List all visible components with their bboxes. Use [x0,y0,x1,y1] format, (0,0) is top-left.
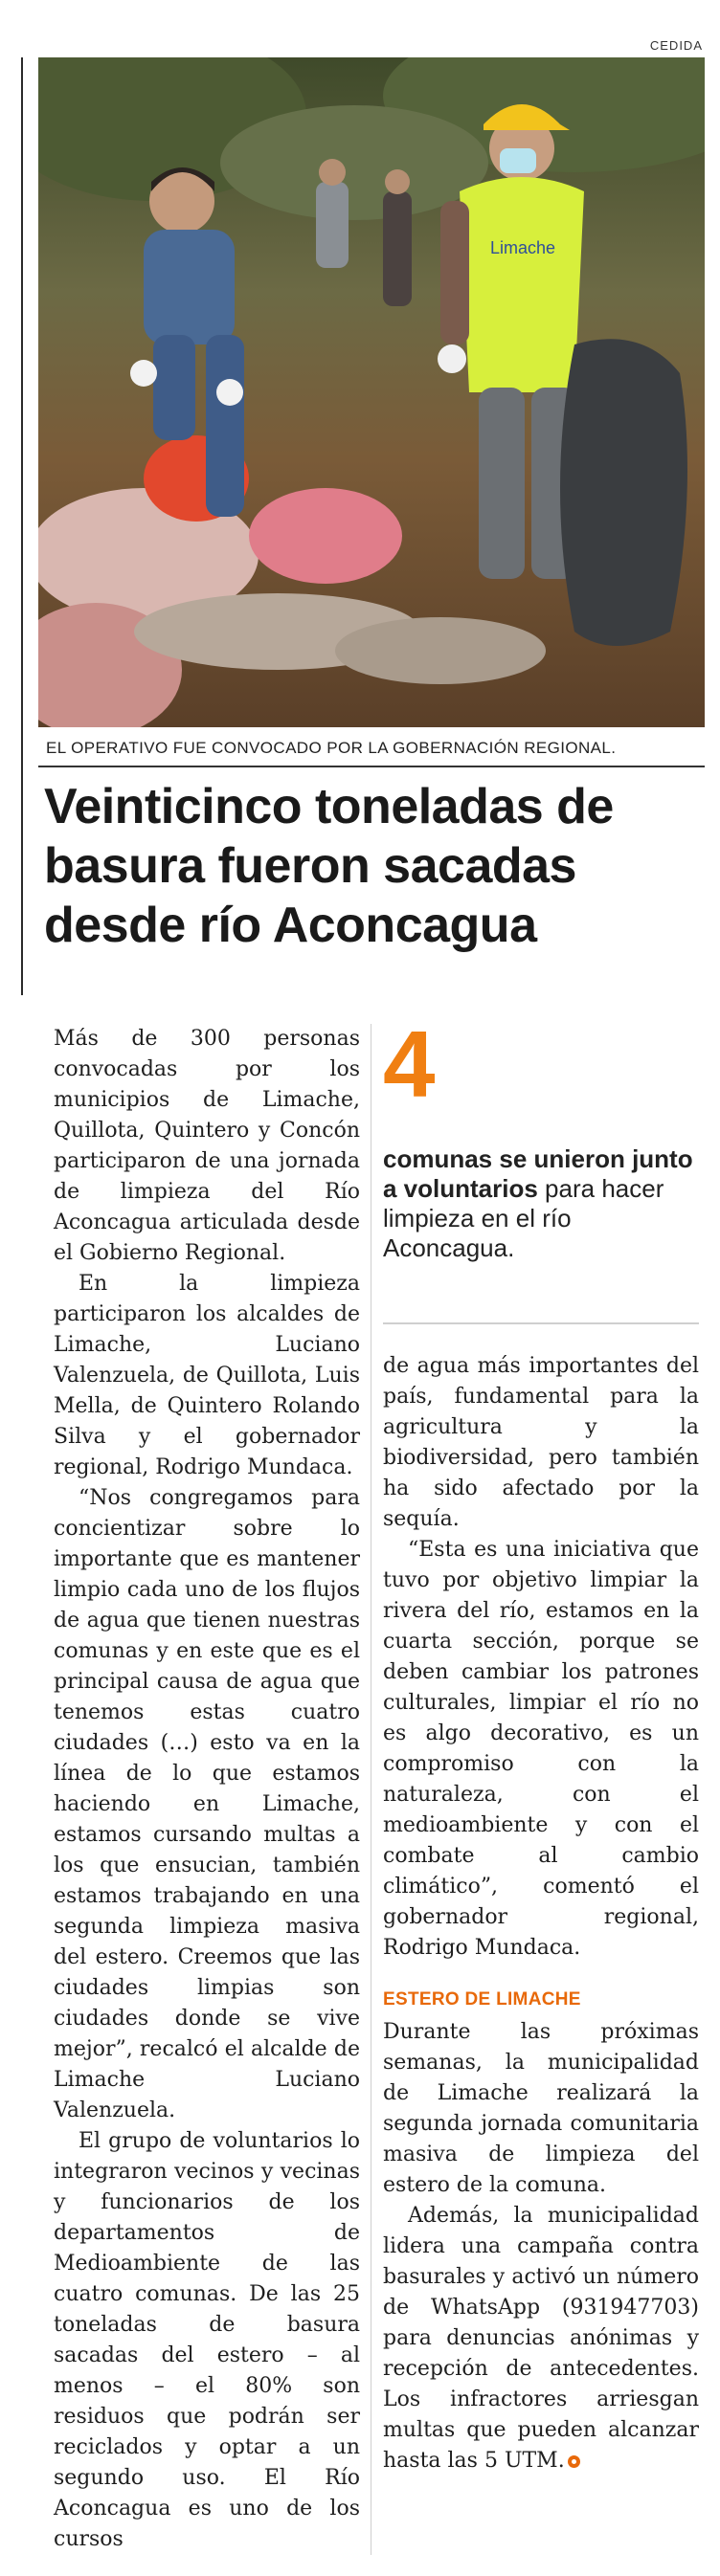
paragraph: Durante las próximas semanas, la municipalidad de Limache realizará la segunda jornada comunitaria masiva de limpieza del estero de la comuna. [383,2020,699,2197]
section-subhead: ESTERO DE LIMACHE [383,1989,581,2010]
highlight-rule [383,1322,699,1324]
photo-caption: EL OPERATIVO FUE CONVOCADO POR LA GOBERNACIÓN REGIONAL. [46,739,617,757]
end-mark-icon [568,2455,580,2468]
article-photo [38,57,705,727]
article-column-left [54,1024,360,2555]
photo-credit: CEDIDA [649,38,703,53]
paragraph: Más de 300 personas convocadas por los municipios de Limache, Quillota, Quintero y Concón participaron de una jornada de limpieza del Río Aconcagua articulada desde el Gobierno Regional. [54,1027,360,1265]
paragraph-last-text: Además, la municipalidad lidera una campaña contra basurales y activó un número de WhatsApp (931947703) para denuncias anónimas y recepción de antecedentes. Los infractores arriesgan multas que pueden alcanzar hasta las 5 UTM. [383,2204,699,2473]
caption-rule [38,766,705,767]
paragraph: “Nos congregamos para concientizar sobre lo importante que es mantener limpio cada uno de los flujos de agua que tienen nuestras comunas y en este que es el principal causa de agua que tenemos estas cuatro ciudades (…) esto va en la línea de lo que estamos haciendo en Limache, estamos cursando multas a los que ensucian, también estamos trabajando en una segunda limpieza masiva del estero. Creemos que las ciudades limpias son ciudades donde se vive mejor”, recalcó el alcalde de Limache Luciano Valenzuela. [54,1486,360,2122]
article-column-right [383,1351,699,2476]
vest-logo-text: Limache [490,238,556,257]
margin-rule [21,57,23,995]
paragraph-last [383,2201,699,2476]
highlight-text [383,1144,699,1263]
highlight-rest: para hacer limpieza en el río Aconcagua. [383,1174,664,1262]
paragraph: de agua más importantes del país, fundamental para la agricultura y la biodiversidad, pero también ha sido afectado por la sequía. [383,1354,699,1531]
paragraph: “Esta es una iniciativa que tuvo por objetivo limpiar la rivera del río, estamos en la cuarta sección, porque se deben cambiar los patrones culturales, limpiar el río no es algo decorativo, es un compromiso con la naturaleza, con el medioambiente y con el combate al cambio climático”, comentó el gobernador regional, Rodrigo Mundaca. [383,1538,699,1960]
highlight-number: 4 [383,1011,436,1117]
paragraph: El grupo de voluntarios lo integraron vecinos y vecinas y funcionarios de los departamentos de Medioambiente de las cuatro comunas. De las 25 toneladas de basura sacadas del estero – al menos – el 80% son residuos que podrán ser reciclados y optar a un segundo uso. El Río Aconcagua es uno de los cursos [54,2129,360,2551]
paragraph: En la limpieza participaron los alcaldes de Limache, Luciano Valenzuela, de Quillota, Luis Mella, de Quintero Rolando Silva y el gobernador regional, Rodrigo Mundaca. [54,1272,360,1479]
photo-illustration [38,57,705,727]
headline: Veinticinco toneladas de basura fueron sacadas desde río Aconcagua [44,779,614,953]
highlight-strong: comunas se unieron junto a voluntarios [383,1144,693,1203]
